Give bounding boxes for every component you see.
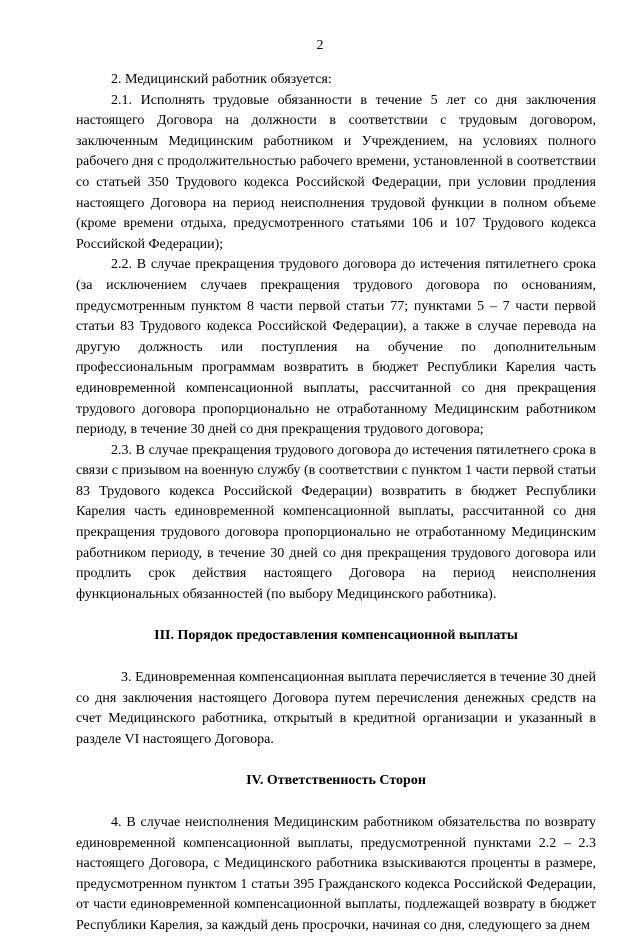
clause-2-3: 2.3. В случае прекращения трудового договора до истечения пятилетнего срока в связи с призывом на военную службу (в соответствии с пунктом 1 части первой статьи 83 Трудового кодекса Российской Федерации) возвратить в бюджет Республики Карелия часть единовременной компенсационной выплаты, рассчитанной со дня прекращения трудового договора пропорционально не отработанному Медицинским работником периоду, в течение 30 дней со дня прекращения трудового договора или продлить срок действия настоящего Договора на период неисполнения функциональных обязанностей (по выбору Медицинского работника).	[76, 442, 596, 602]
document-body	[76, 70, 596, 937]
section-4-heading: IV. Ответственность Сторон	[246, 773, 426, 789]
clause-4: 4. В случае неисполнения Медицинским работником обязательства по возврату единовременной компенсационной выплаты, предусмотренной пунктами 2.2 – 2.3 настоящего Договора, с Медицинского работника взыскиваются проценты в размере, предусмотренном пунктом 1 статьи 395 Гражданского кодекса Российской Федерации, от части единовременной компенсационной выплаты, подлежащей возврату в бюджет Республики Карелия, за каждый день просрочки, начиная со дня, следующего за днем	[76, 815, 596, 933]
clause-2-1: 2.1. Исполнять трудовые обязанности в течение 5 лет со дня заключения настоящего Договора на должности в соответствии с трудовым договором, заключенным Медицинским работником и Учреждением, на условиях полного рабочего дня с продолжительностью рабочего времени, установленной в соответствии со статьей 350 Трудового кодекса Российской Федерации, при условии продления настоящего Договора на период неисполнения трудовой функции в полном объеме (кроме времени отдыха, предусмотренного статьями 106 и 107 Трудового кодекса Российской Федерации);	[76, 92, 596, 252]
page-number: 2	[316, 38, 324, 53]
section-2-intro: 2. Медицинский работник обязуется:	[111, 72, 332, 87]
clause-2-2: 2.2. В случае прекращения трудового договора до истечения пятилетнего срока (за исключением случаев прекращения трудового договора по основаниям, предусмотренным пунктом 8 части первой статьи 77; пунктами 5 – 7 части первой статьи 83 Трудового кодекса Российской Федерации), а также в случае перевода на другую должность или поступления на обучение по дополнительным профессиональным программам возвратить в бюджет Республики Карелия часть единовременной компенсационной выплаты, рассчитанной со дня прекращения трудового договора пропорционально не отработанному Медицинским работником периоду, в течение 30 дней со дня прекращения трудового договора;	[76, 257, 596, 438]
clause-3: 3. Единовременная компенсационная выплата перечисляется в течение 30 дней со дня заключения настоящего Договора путем перечисления денежных средств на счет Медицинского работника, открытый в кредитной организации и указанный в разделе VI настоящего Договора.	[76, 670, 596, 747]
section-3-heading: III. Порядок предоставления компенсационной выплаты	[154, 628, 518, 644]
